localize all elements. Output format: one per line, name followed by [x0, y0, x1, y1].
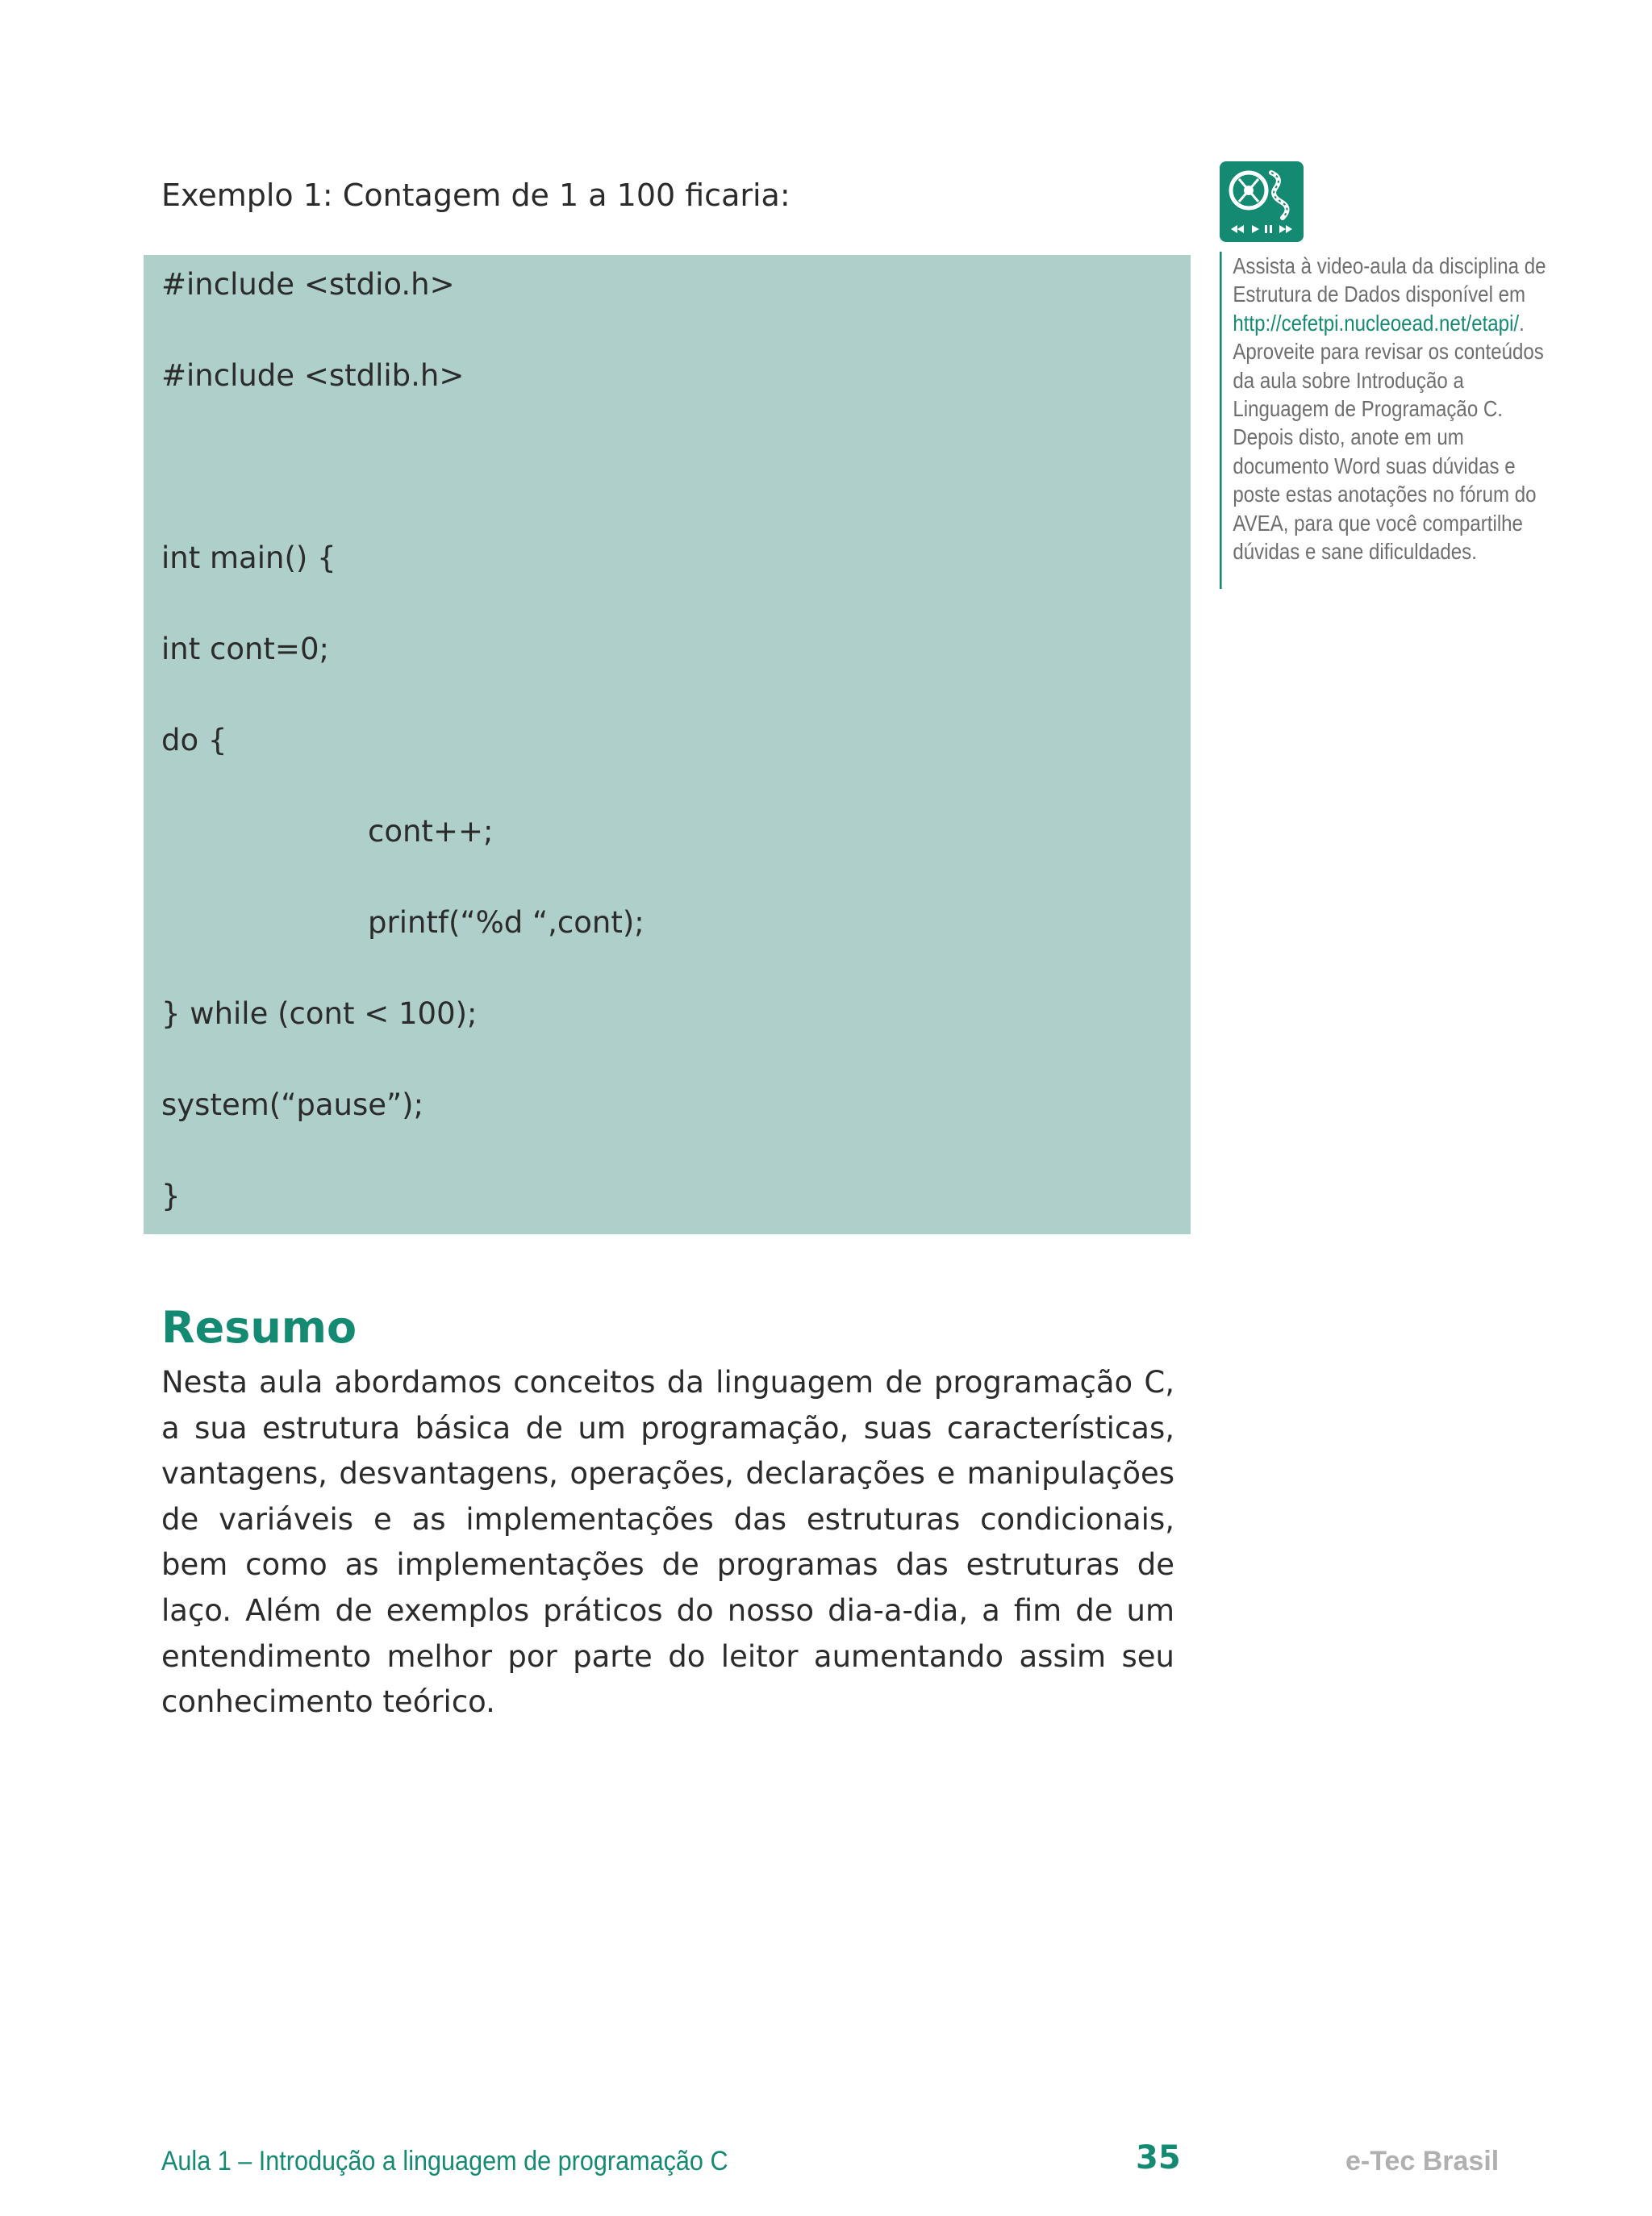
- code-line: }: [161, 1179, 181, 1213]
- code-line: #include <stdlib.h>: [161, 358, 465, 393]
- code-line: #include <stdio.h>: [161, 267, 455, 302]
- video-lesson-link[interactable]: http://cefetpi.nucleoead.net/etapi/: [1233, 310, 1520, 336]
- code-line: system(“pause”);: [161, 1087, 424, 1122]
- code-block: [144, 255, 1191, 1234]
- example-title: Exemplo 1: Contagem de 1 a 100 ficaria:: [161, 177, 791, 213]
- code-line: } while (cont < 100);: [161, 996, 478, 1031]
- code-line: int main() {: [161, 540, 336, 575]
- video-lesson-icon: [1220, 161, 1304, 242]
- summary-heading: Resumo: [161, 1302, 357, 1353]
- footer-brand: e-Tec Brasil: [1345, 2146, 1500, 2176]
- note-text: . Aproveite para revisar os conteúdos da aula sobre Introdução a Linguagem de Programação C. Depois disto, anote em um documento Word suas dúvidas e poste estas anotações no fórum do AVEA, para que você compartilhe dúvidas e sane dificuldades.: [1233, 310, 1544, 565]
- summary-paragraph: Nesta aula abordamos conceitos da linguagem de programação C, a sua estrutura básica de um programação, suas características, vantagens, desvantagens, operações, declarações e manipulações de variáveis e as implementações das estruturas condicionais, bem como as implementações de programas das estruturas de laço. Além de exemplos práticos do nosso dia-a-dia, a fim de um entendimento melhor por parte do leitor aumentando assim seu conhecimento teórico.: [161, 1365, 1174, 1720]
- video-lesson-note: [1220, 252, 1558, 589]
- code-line: cont++;: [368, 814, 494, 849]
- footer-chapter: Aula 1 – Introdução a linguagem de programação C: [161, 2146, 728, 2176]
- page-number: 35: [1136, 2139, 1181, 2176]
- code-line: printf(“%d “,cont);: [368, 905, 645, 940]
- code-line: int cont=0;: [161, 632, 329, 666]
- note-text: Assista à video-aula da disciplina de Estrutura de Dados disponível em: [1233, 253, 1546, 307]
- code-line: do {: [161, 723, 227, 757]
